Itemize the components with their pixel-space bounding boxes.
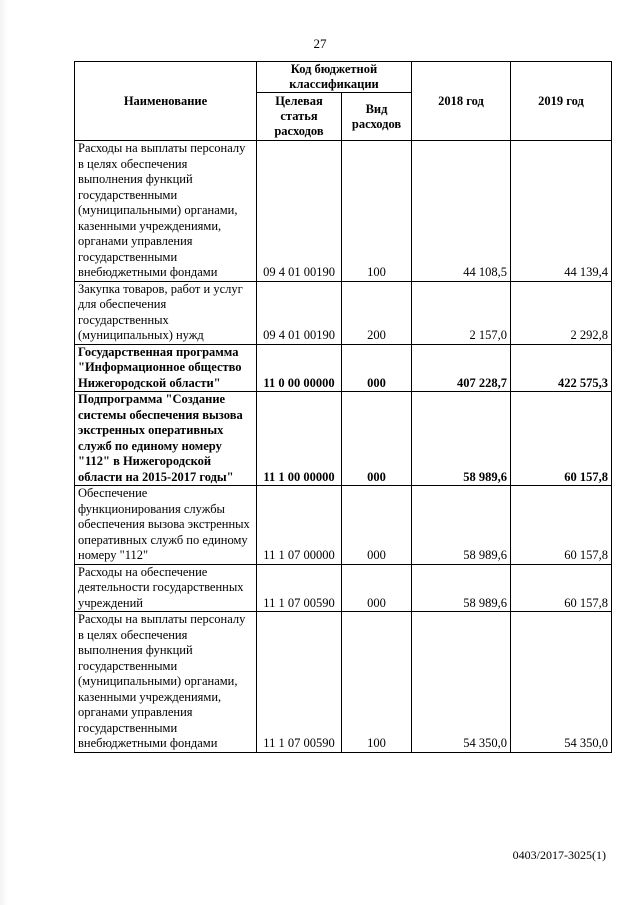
table-row — [75, 564, 612, 612]
row-expense-type-cell: 100 — [342, 612, 412, 753]
page-number: 27 — [313, 36, 327, 51]
row-name-cell: Расходы на обеспечение деятельности государственных учреждений — [75, 564, 257, 612]
row-target-article-cell: 11 1 07 00590 — [257, 612, 342, 753]
row-2019-value-cell: 422 575,3 — [511, 344, 612, 392]
row-expense-type-cell: 200 — [342, 281, 412, 344]
row-name-cell: Государственная программа "Информационное общество Нижегородской области" — [75, 344, 257, 392]
row-target-article-cell: 11 1 00 00000 — [257, 392, 342, 486]
row-name-cell: Обеспечение функционирования службы обеспечения вызова экстренных оперативных служб по единому номеру "112" — [75, 486, 257, 565]
row-2018-value-cell: 2 157,0 — [412, 281, 511, 344]
table-row — [75, 344, 612, 392]
table-row — [75, 281, 612, 344]
row-name-cell: Подпрограмма "Создание системы обеспечения вызова экстренных оперативных служб по единому номеру "112" в Нижегородской области на 2015-2017 годы" — [75, 392, 257, 486]
row-name-cell: Расходы на выплаты персоналу в целях обеспечения выполнения функций государственными (муниципальными) органами, казенными учреждениями, органами управления государственными внебюджетными фондами — [75, 612, 257, 753]
row-target-article-cell: 11 1 07 00590 — [257, 564, 342, 612]
header-year-2019: 2019 год — [511, 62, 612, 141]
row-target-article-cell: 09 4 01 00190 — [257, 141, 342, 282]
row-expense-type-cell: 100 — [342, 141, 412, 282]
row-expense-type-cell: 000 — [342, 486, 412, 565]
header-budget-code: Код бюджетной классификации — [257, 62, 412, 93]
row-target-article-cell: 09 4 01 00190 — [257, 281, 342, 344]
row-2018-value-cell: 44 108,5 — [412, 141, 511, 282]
row-2018-value-cell: 407 228,7 — [412, 344, 511, 392]
row-2018-value-cell: 58 989,6 — [412, 486, 511, 565]
row-2019-value-cell: 2 292,8 — [511, 281, 612, 344]
document-number: 0403/2017-3025(1) — [512, 848, 606, 862]
scan-edge-shading — [0, 0, 8, 905]
header-target-article: Целевая статья расходов — [257, 93, 342, 141]
header-row-top — [75, 62, 612, 93]
row-name-cell: Расходы на выплаты персоналу в целях обеспечения выполнения функций государственными (муниципальными) органами, казенными учреждениями, органами управления государственными внебюджетными фондами — [75, 141, 257, 282]
budget-table — [74, 61, 612, 753]
header-name: Наименование — [75, 62, 257, 141]
row-2019-value-cell: 54 350,0 — [511, 612, 612, 753]
row-2019-value-cell: 60 157,8 — [511, 564, 612, 612]
row-target-article-cell: 11 1 07 00000 — [257, 486, 342, 565]
row-2019-value-cell: 60 157,8 — [511, 486, 612, 565]
row-2018-value-cell: 58 989,6 — [412, 392, 511, 486]
row-expense-type-cell: 000 — [342, 392, 412, 486]
row-name-cell: Закупка товаров, работ и услуг для обеспечения государственных (муниципальных) нужд — [75, 281, 257, 344]
table-row — [75, 141, 612, 282]
row-2019-value-cell: 60 157,8 — [511, 392, 612, 486]
table-row — [75, 392, 612, 486]
table-row — [75, 486, 612, 565]
table-body — [75, 141, 612, 753]
row-2018-value-cell: 54 350,0 — [412, 612, 511, 753]
row-expense-type-cell: 000 — [342, 344, 412, 392]
header-expense-type: Вид расходов — [342, 93, 412, 141]
table-row — [75, 612, 612, 753]
row-2019-value-cell: 44 139,4 — [511, 141, 612, 282]
row-2018-value-cell: 58 989,6 — [412, 564, 511, 612]
header-year-2018: 2018 год — [412, 62, 511, 141]
row-expense-type-cell: 000 — [342, 564, 412, 612]
row-target-article-cell: 11 0 00 00000 — [257, 344, 342, 392]
